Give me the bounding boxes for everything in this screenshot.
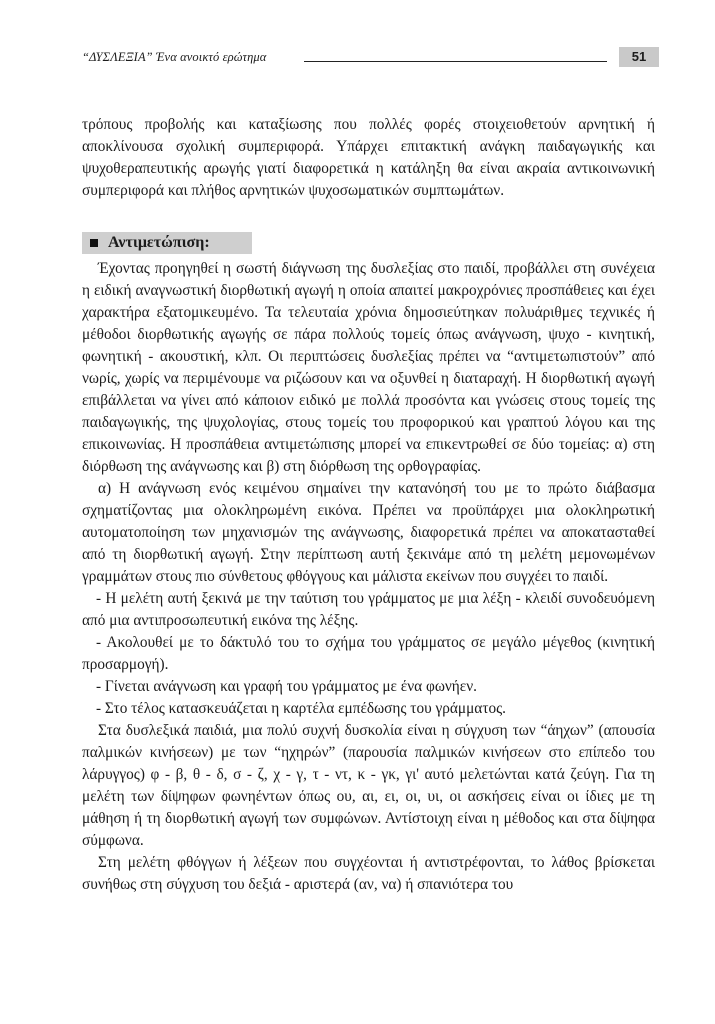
- page-number: 51: [619, 47, 659, 67]
- square-bullet-icon: [90, 239, 98, 247]
- paragraph: α) Η ανάγνωση ενός κειμένου σημαίνει την κατανόησή του με το πρώτο διάβασμα σχηματίζοντας μια ολοκληρωμένη εικόνα. Πρέπει να προϋπάρχει μια ολοκληρωτική αυτοματοποίηση των μηχανισμών της ανάγνωσης, διαφορετικά πρέπει να αποκατασταθεί από τη διορθωτική αγωγή. Στην περίπτωση αυτή ξεκινάμε από τη μελέτη μεμονωμένων γραμμάτων στους πιο σύνθετους φθόγγους και μάλιστα εκείνων που συγχέει το παιδί.: [82, 480, 655, 585]
- body-text: [82, 114, 655, 896]
- dash-item: - Ακολουθεί με το δάκτυλό του το σχήμα του γράμματος σε μεγάλο μέγεθος (κινητική προσαρμογή).: [82, 634, 655, 673]
- paragraph: Στα δυσλεξικά παιδιά, μια πολύ συχνή δυσκολία είναι η σύγχυση των “άηχων” (απουσία παλμικών κινήσεων) με των “ηχηρών” (παρουσία παλμικών κινήσεων στο επίπεδο του λάρυγγος) φ - β, θ - δ, σ - ζ, χ - γ, τ - ντ, κ - γκ, γι' αυτό μελετώνται κατά ζεύγη. Για τη μελέτη των δίψηφων φωνηέντων όπως ου, αι, ει, οι, υι, οι ασκήσεις είναι οι ίδιες με τη μάθηση ή τη διορθωτική αγωγή των συμφώνων. Αντίστοιχη είναι η μέθοδος και στα δίψηφα σύμφωνα.: [82, 722, 655, 849]
- running-title: “ΔΥΣΛΕΞΙΑ” Ένα ανοικτό ερώτημα: [82, 50, 267, 64]
- section-heading: [82, 232, 252, 254]
- section-heading-label: Αντιμετώπιση:: [108, 234, 210, 251]
- dash-item: - Στο τέλος κατασκευάζεται η καρτέλα εμπέδωσης του γράμματος.: [96, 700, 506, 717]
- paragraph: Έχοντας προηγηθεί η σωστή διάγνωση της δυσλεξίας στο παιδί, προβάλλει στη συνέχεια η ειδική αναγνωστική διορθωτική αγωγή η οποία απαιτεί μακροχρόνιες προσπάθειες και έχει χαρακτήρα εξατομικευμένο. Τα τελευταία χρόνια δημοσιεύτηκαν πολυάριθμες τεχνικές ή μέθοδοι διορθωτικής αγωγής σε πάρα πολλούς τομείς όπως ανάγνωση, ψυχο - κινητική, φωνητική - ακουστική, κλπ. Οι περιπτώσεις δυσλεξίας πρέπει να “αντιμετωπιστούν” από νωρίς, χωρίς να περιμένουμε να ριζώσουν και να οξυνθεί η διαταραχή. Η διορθωτική αγωγή επιβάλλεται να γίνει από κάποιον ειδικό με πολλά προσόντα και γνώσεις στους τομείς της παιδαγωγικής, της ψυχολογίας, στους τομείς του προφορικού και γραπτού λόγου και της επικοινωνίας. Η προσπάθεια αντιμετώπισης μπορεί να επικεντρωθεί σε δύο τομείας: α) στη διόρθωση της ανάγνωσης και β) στη διόρθωση της ορθογραφίας.: [82, 260, 655, 475]
- header-rule: [304, 61, 607, 62]
- dash-item: - Η μελέτη αυτή ξεκινά με την ταύτιση του γράμματος με μια λέξη - κλειδί συνοδευόμενη από μια αντιπροσωπευτική εικόνα της λέξης.: [82, 590, 655, 629]
- paragraph: Στη μελέτη φθόγγων ή λέξεων που συγχέονται ή αντιστρέφονται, το λάθος βρίσκεται συνήθως στη σύγχυση του δεξιά - αριστερά (αν, να) ή σπανιότερα του: [82, 854, 655, 893]
- intro-paragraph: τρόπους προβολής και καταξίωσης που πολλές φορές στοιχειοθετούν αρνητική ή αποκλίνουσα σχολική συμπεριφορά. Υπάρχει επιτακτική ανάγκη παιδαγωγικής και ψυχοθεραπευτικής αρωγής γιατί διαφορετικά η κατάληξη θα είναι ακραία αντικοινωνική συμπεριφορά και πλήθος αρνητικών ψυχοσωματικών συμπτωμάτων.: [82, 116, 655, 199]
- dash-item: - Γίνεται ανάγνωση και γραφή του γράμματος με ένα φωνήεν.: [96, 678, 477, 695]
- running-header: [82, 44, 659, 72]
